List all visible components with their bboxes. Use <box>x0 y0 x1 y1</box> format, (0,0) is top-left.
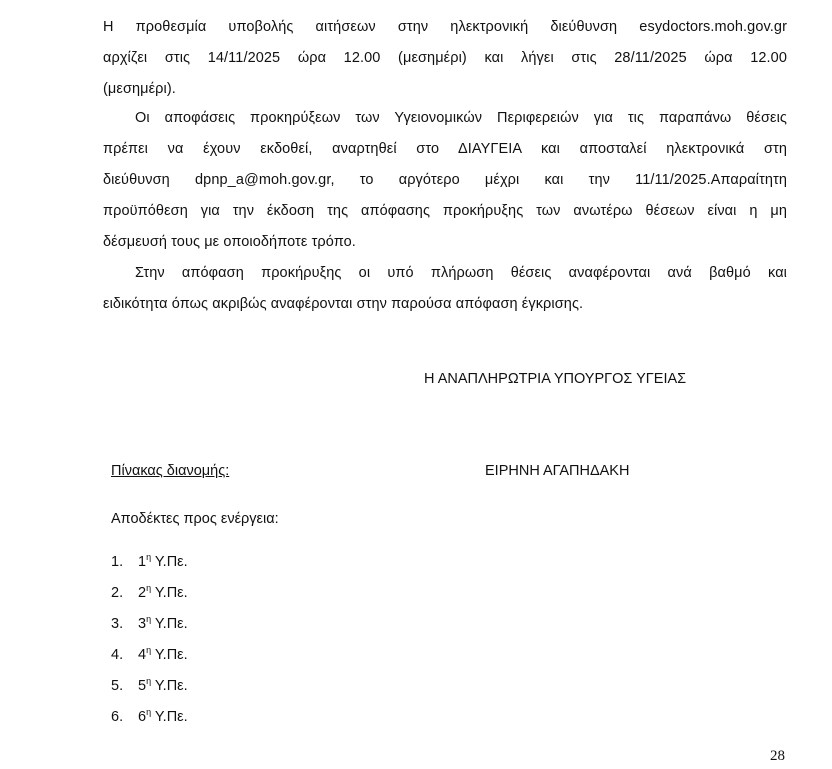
recipient-label: Υ.Πε. <box>151 585 188 601</box>
signatory-name: ΕΙΡΗΝΗ ΑΓΑΠΗΔΑΚΗ <box>485 463 630 479</box>
ordinal-suffix: η <box>146 707 152 718</box>
ordinal-suffix: η <box>146 676 152 687</box>
paragraph-line: ειδικότητα όπως ακριβώς αναφέρονται στην παρούσα απόφαση έγκρισης. <box>103 296 584 312</box>
list-item <box>111 614 188 645</box>
ordinal-suffix: η <box>146 614 152 625</box>
ordinal: 1 <box>138 554 147 570</box>
paragraph-line: αρχίζει στις 14/11/2025 ώρα 12.00 (μεσημέρι) και λήγει στις 28/11/2025 ώρα 12.00 <box>103 50 787 66</box>
recipient-label: Υ.Πε. <box>151 647 188 663</box>
list-number: 3. <box>111 616 124 632</box>
paragraph-line: (μεσημέρι). <box>103 81 176 97</box>
recipient-label: Υ.Πε. <box>151 616 188 632</box>
list-number: 6. <box>111 709 124 725</box>
ordinal-suffix: η <box>146 645 152 656</box>
list-number: 4. <box>111 647 124 663</box>
recipient-label: Υ.Πε. <box>151 678 188 694</box>
paragraph-decisions <box>103 103 787 258</box>
paragraph-line: Η προθεσμία υποβολής αιτήσεων στην ηλεκτρονική διεύθυνση esydoctors.moh.gov.gr <box>103 19 787 35</box>
paragraph-line: προϋπόθεση για την έκδοση της απόφασης προκήρυξης των ανωτέρω θέσεων είναι η μη <box>103 203 787 219</box>
paragraph-line: Στην απόφαση προκήρυξης οι υπό πλήρωση θέσεις αναφέρονται ανά βαθμό και <box>135 265 787 281</box>
ordinal: 6 <box>138 709 147 725</box>
page-number: 28 <box>770 748 785 764</box>
recipient-label: Υ.Πε. <box>151 709 188 725</box>
paragraph-deadline <box>103 12 787 105</box>
list-item <box>111 707 188 738</box>
signatory-title: Η ΑΝΑΠΛΗΡΩΤΡΙΑ ΥΠΟΥΡΓΟΣ ΥΓΕΙΑΣ <box>424 371 687 387</box>
ordinal-suffix: η <box>146 552 152 563</box>
paragraph-line: δέσμευσή τους με οποιοδήποτε τρόπο. <box>103 234 356 250</box>
list-number: 5. <box>111 678 124 694</box>
distribution-table-title: Πίνακας διανομής: <box>111 463 230 479</box>
list-item <box>111 645 188 676</box>
ordinal-suffix: η <box>146 583 152 594</box>
paragraph-line: διεύθυνση dpnp_a@moh.gov.gr, το αργότερο μέχρι και την 11/11/2025.Απαραίτητη <box>103 172 787 188</box>
recipients-heading: Αποδέκτες προς ενέργεια: <box>111 511 279 527</box>
paragraph-positions <box>103 258 787 320</box>
recipient-label: Υ.Πε. <box>151 554 188 570</box>
ordinal: 2 <box>138 585 147 601</box>
list-item <box>111 583 188 614</box>
list-number: 2. <box>111 585 124 601</box>
ordinal: 4 <box>138 647 147 663</box>
paragraph-line: πρέπει να έχουν εκδοθεί, αναρτηθεί στο ΔΙΑΥΓΕΙΑ και αποσταλεί ηλεκτρονικά στη <box>103 141 787 157</box>
list-item <box>111 676 188 707</box>
paragraph-line: Οι αποφάσεις προκηρύξεων των Υγειονομικών Περιφερειών για τις παραπάνω θέσεις <box>135 110 787 126</box>
list-number: 1. <box>111 554 124 570</box>
recipients-list <box>111 552 188 738</box>
ordinal: 5 <box>138 678 147 694</box>
list-item <box>111 552 188 583</box>
ordinal: 3 <box>138 616 147 632</box>
